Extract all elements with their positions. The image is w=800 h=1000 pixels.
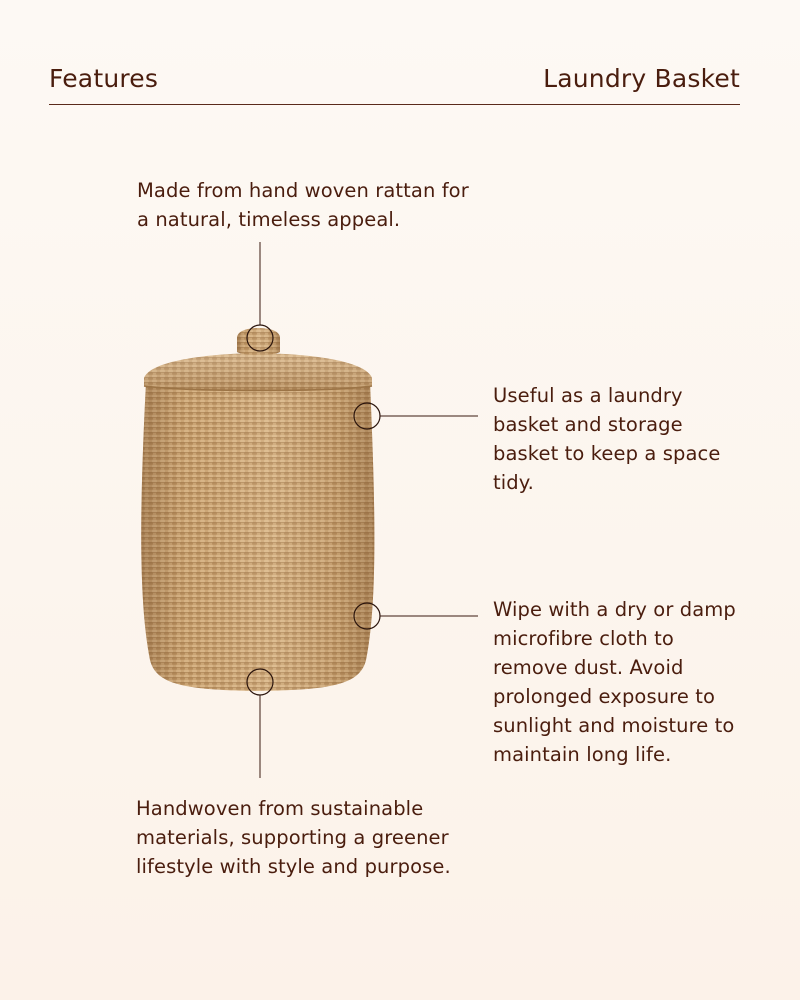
rattan-basket-image xyxy=(141,328,374,691)
callout-right-upper xyxy=(354,403,478,429)
callout-right-lower xyxy=(354,603,478,629)
product-name: Laundry Basket xyxy=(543,64,740,93)
feature-care-text: Wipe with a dry or damp microfibre cloth to remove dust. Avoid prolonged exposure to sunlight and moisture to maintain long life. xyxy=(493,598,736,766)
feature-material-text: Made from hand woven rattan for a natural, timeless appeal. xyxy=(137,179,469,231)
feature-usage-text: Useful as a laundry basket and storage basket to keep a space tidy. xyxy=(493,384,721,494)
feature-sustainability-text: Handwoven from sustainable materials, supporting a greener lifestyle with style and purpose. xyxy=(136,797,451,878)
page-title: Features xyxy=(49,64,159,93)
